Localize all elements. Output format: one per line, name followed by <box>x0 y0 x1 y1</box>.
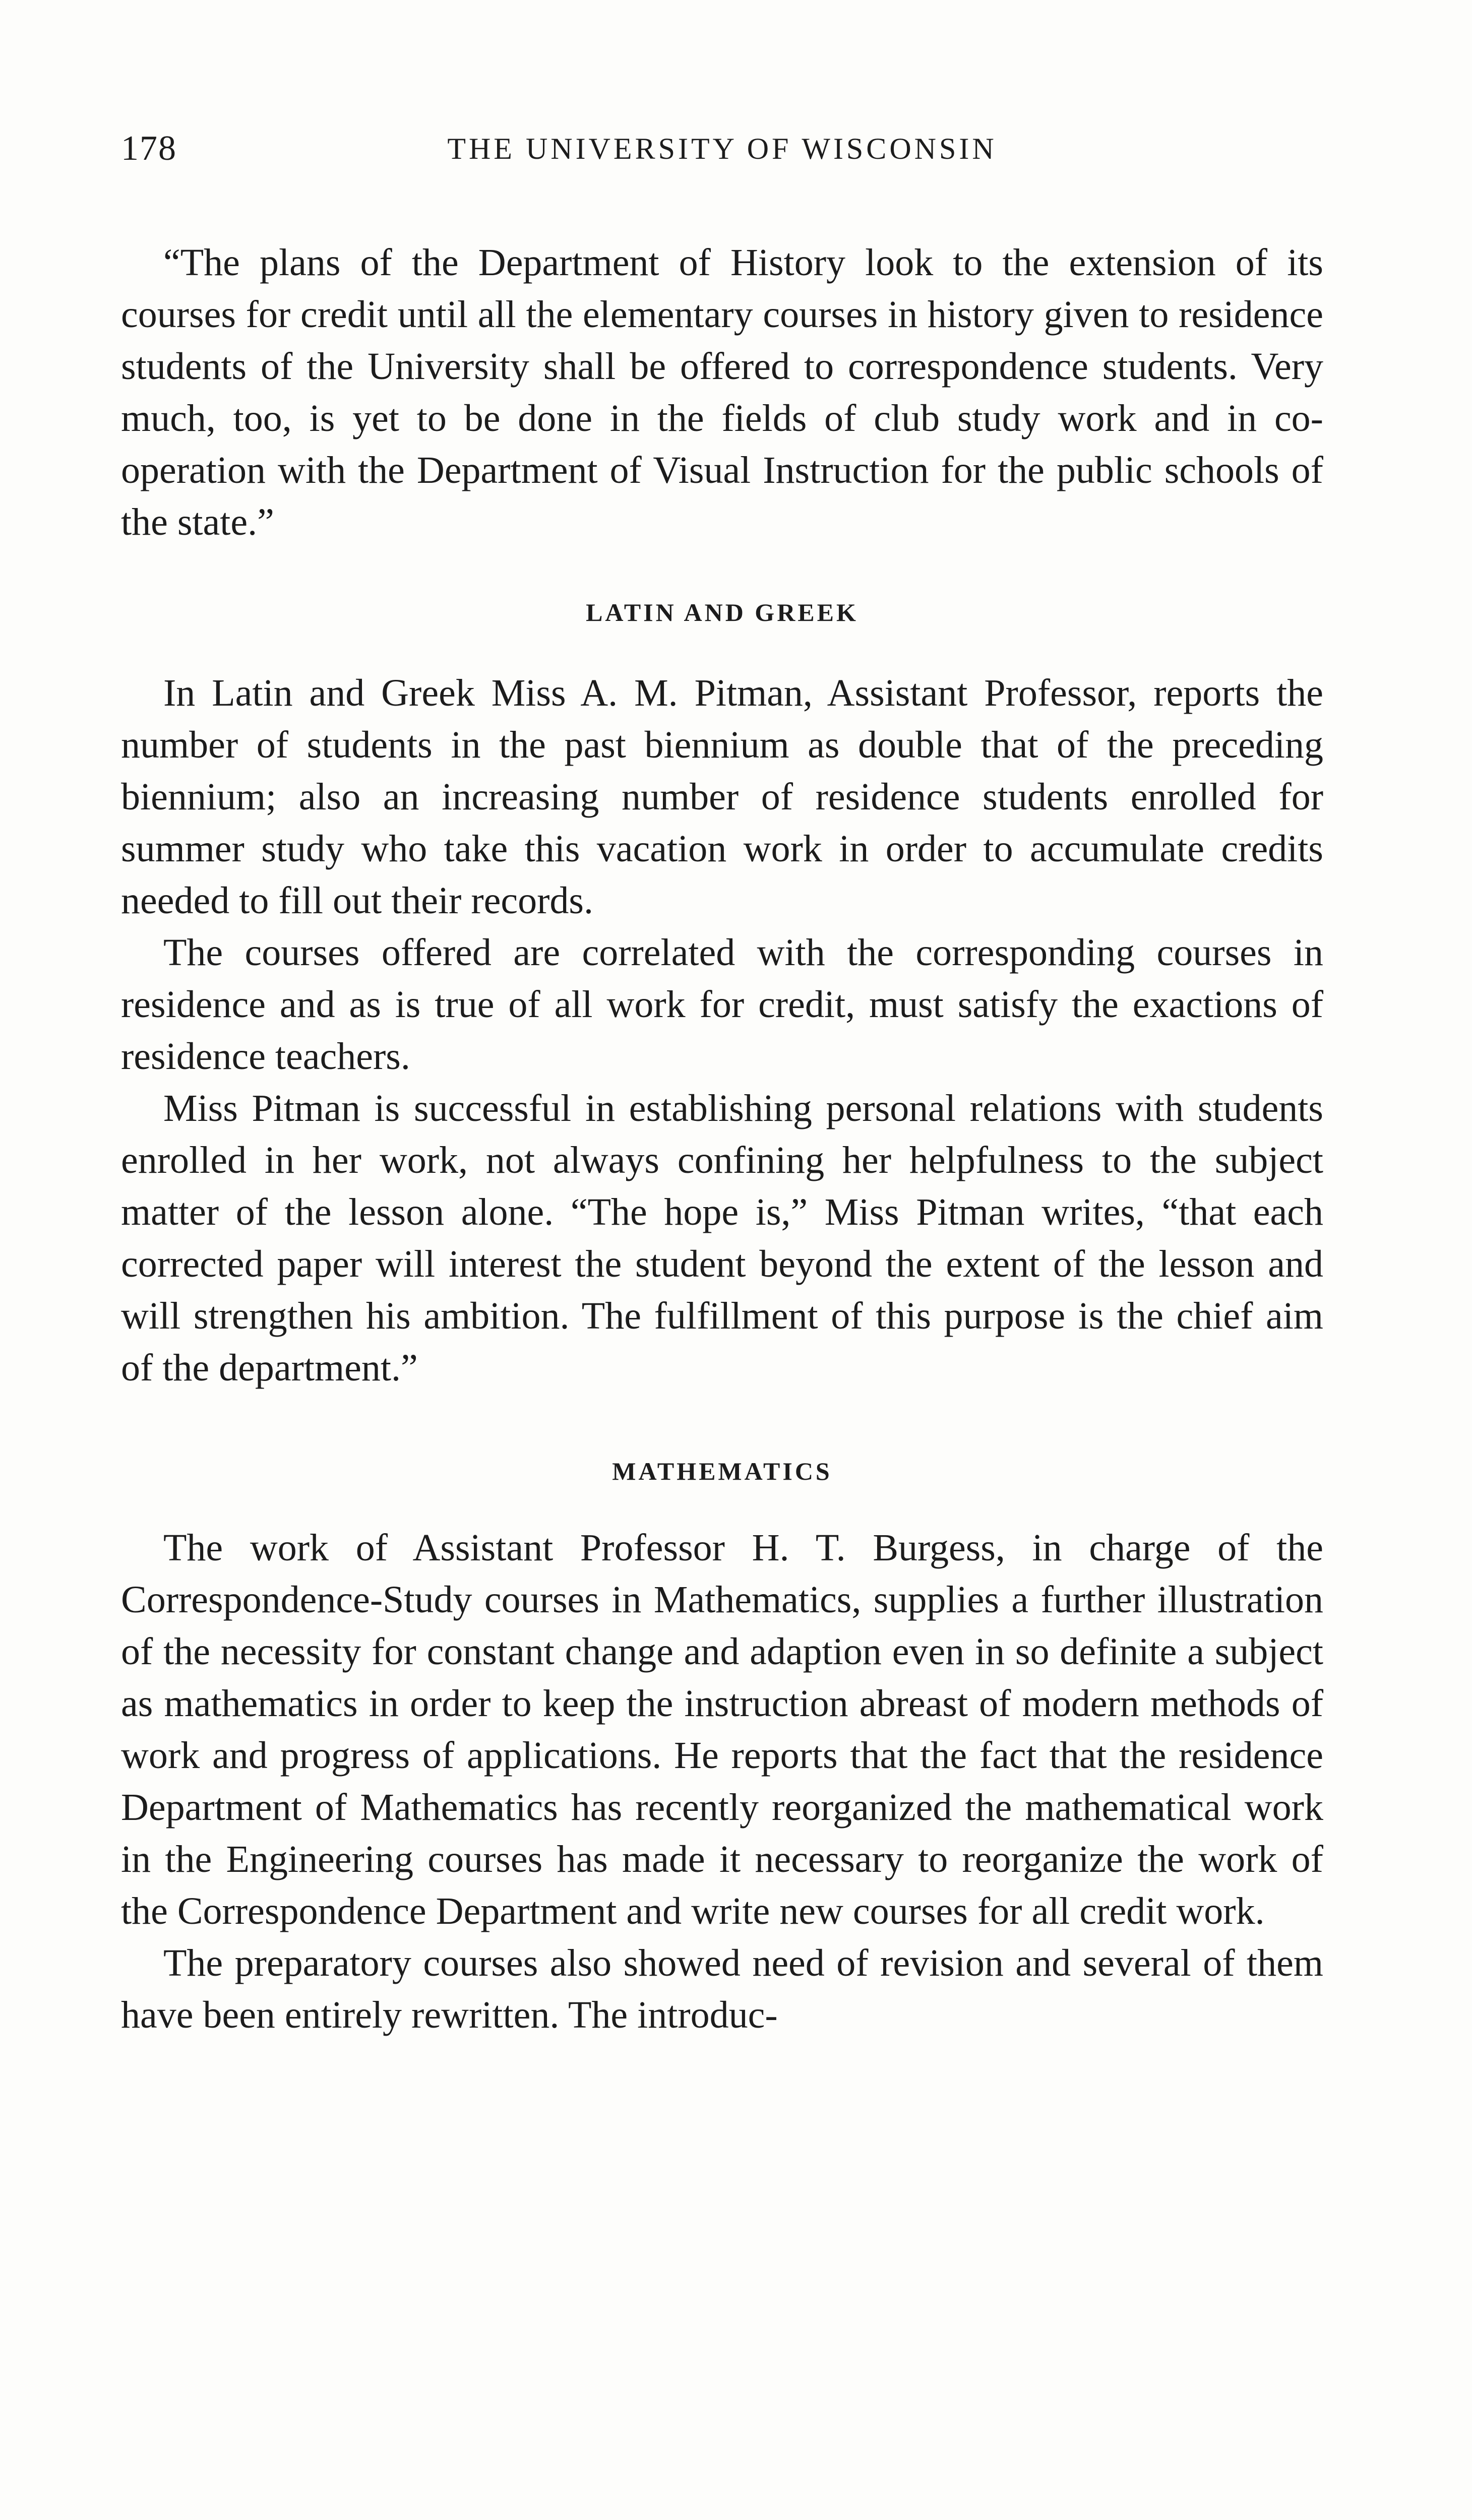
body-text <box>121 237 1323 2041</box>
section-heading-latin-greek: LATIN AND GREEK <box>586 598 858 626</box>
running-head <box>121 126 1323 171</box>
latin-greek-paragraph: The courses offered are correlated with the corresponding courses in residence and as is true of all work for credit, must satisfy the exactions of residence teachers. <box>121 931 1323 1078</box>
page-number: 178 <box>121 129 177 168</box>
mathematics-paragraph: The preparatory courses also showed need of revision and several of them have been entirely rewritten. The introduc- <box>121 1942 1323 2036</box>
history-quote-paragraph: “The plans of the Department of History look to the extension of its courses for credit until all the elementary courses in history given to residence students of the University shall be offered to correspondence students. Very much, too, is yet to be done in the fields of club study work and in co-operation with the Department of Visual Instruction for the public schools of the state.” <box>121 241 1323 543</box>
section-heading-mathematics: MATHEMATICS <box>612 1457 832 1485</box>
latin-greek-paragraph: Miss Pitman is successful in establishing personal relations with students enrolled in her work, not always confining her helpfulness to the subject matter of the lesson alone. “The hope is,” Miss Pitman writes, “that each corrected paper will interest the student beyond the extent of the lesson and will strengthen his ambition. The fulfillment of this purpose is the chief aim of the department.” <box>121 1087 1323 1389</box>
latin-greek-paragraph: In Latin and Greek Miss A. M. Pitman, Assistant Professor, reports the number of students in the past biennium as double that of the preceding biennium; also an increasing number of residence students enrolled for summer study who take this vacation work in order to accumulate credits needed to fill out their records. <box>121 672 1323 922</box>
mathematics-paragraph: The work of Assistant Professor H. T. Burgess, in charge of the Correspondence-Study courses in Mathematics, supplies a further illustration of the necessity for constant change and adaption even in so definite a subject as mathematics in order to keep the instruction abreast of modern methods of work and progress of applications. He reports that the fact that the residence Department of Mathematics has recently reorganized the mathematical work in the Engineering courses has made it necessary to reorganize the work of the Correspondence Department and write new courses for all credit work. <box>121 1527 1323 1932</box>
running-title: THE UNIVERSITY OF WISCONSIN <box>447 132 997 165</box>
